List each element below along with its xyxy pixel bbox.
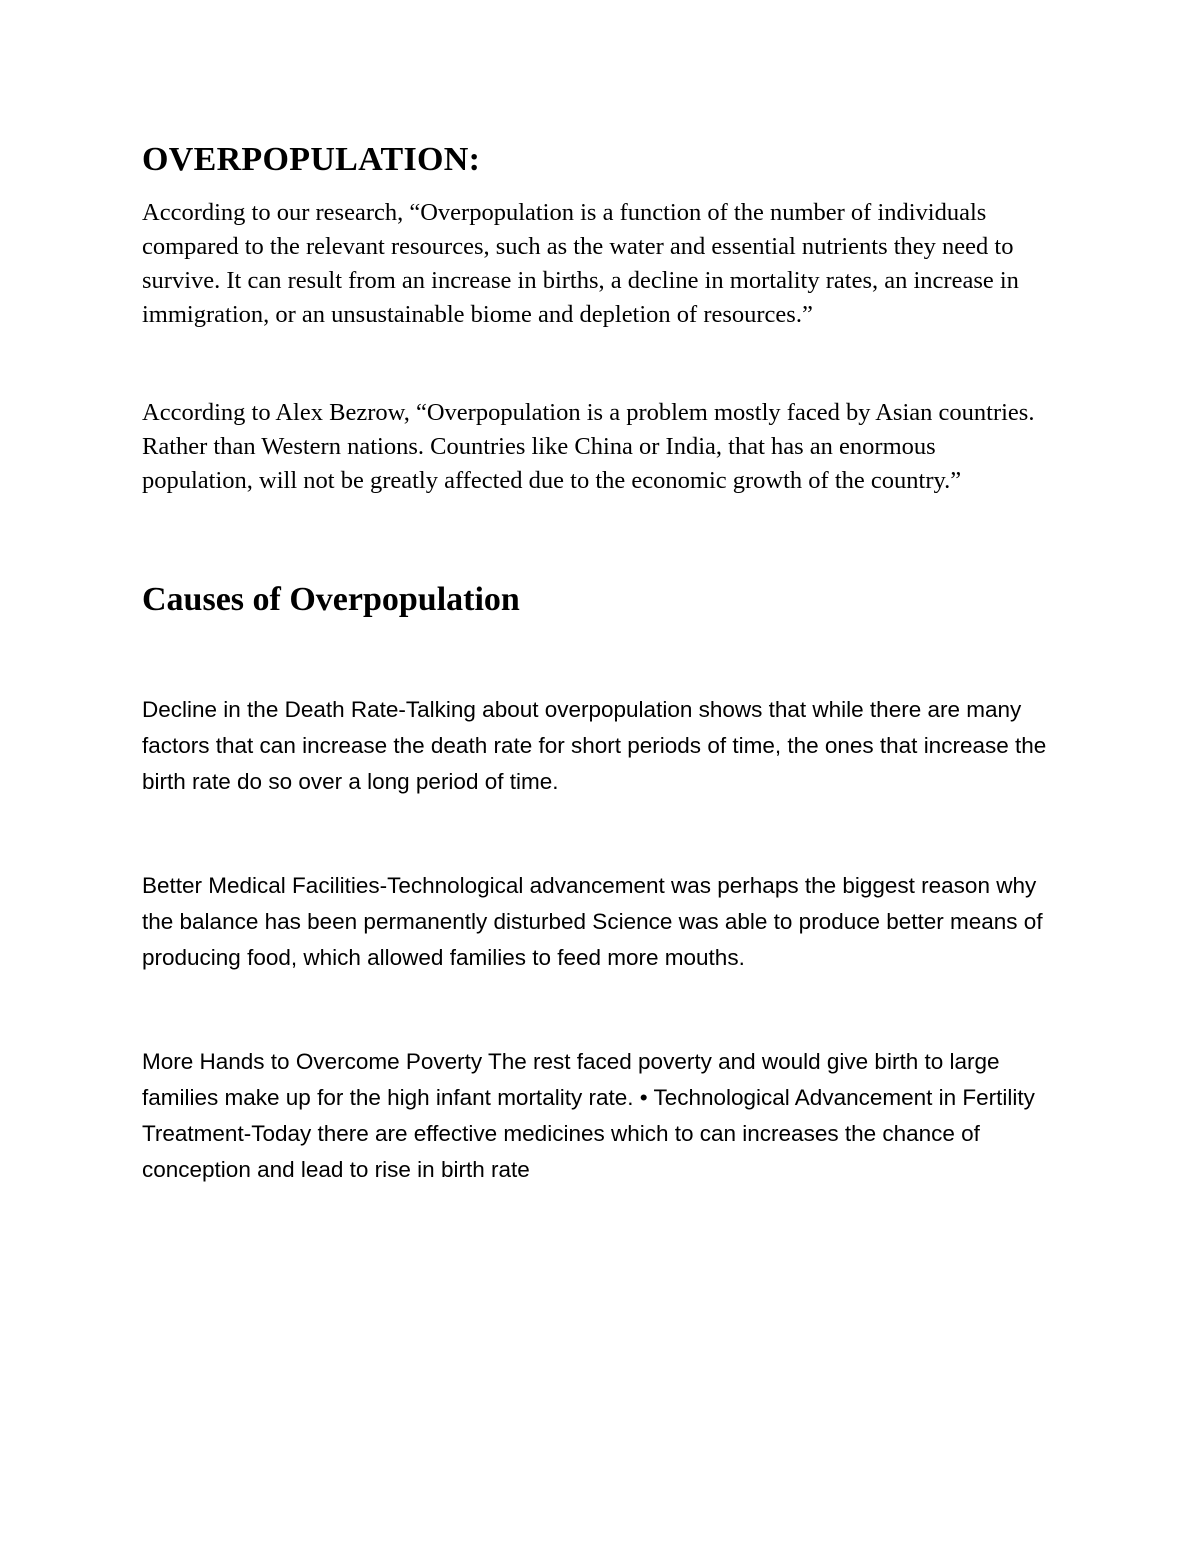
cause-paragraph-medical-facilities: Better Medical Facilities-Technological advancement was perhaps the biggest reason why the balance has been permanently disturbed Science was able to produce better means of producing food, which allowed families to feed more mouths. [142, 873, 1043, 970]
section-heading-causes: Causes of Overpopulation [142, 581, 520, 618]
cause-paragraph-poverty: More Hands to Overcome Poverty The rest faced poverty and would give birth to large families make up for the high infant mortality rate. • Technological Advancement in Fertility Treatment-Today there are effective medicines which to can increases the chance of conception and lead to rise in birth rate [142, 1049, 1035, 1182]
document-title: OVERPOPULATION: [142, 141, 481, 178]
intro-paragraph-research: According to our research, “Overpopulation is a function of the number of individuals compared to the relevant resources, such as the water and essential nutrients they need to survive. It can result from an increase in births, a decline in mortality rates, an increase in immigration, or an unsustainable biome and depletion of resources.” [142, 199, 1019, 328]
cause-paragraph-death-rate: Decline in the Death Rate-Talking about overpopulation shows that while there are many factors that can increase the death rate for short periods of time, the ones that increase the birth rate do so over a long period of time. [142, 697, 1047, 794]
document-body [142, 140, 1047, 1188]
intro-paragraph-bezrow: According to Alex Bezrow, “Overpopulation is a problem mostly faced by Asian countries. Rather than Western nations. Countries like China or India, that has an enormous population, will not be greatly affected due to the economic growth of the country.” [142, 399, 1035, 494]
